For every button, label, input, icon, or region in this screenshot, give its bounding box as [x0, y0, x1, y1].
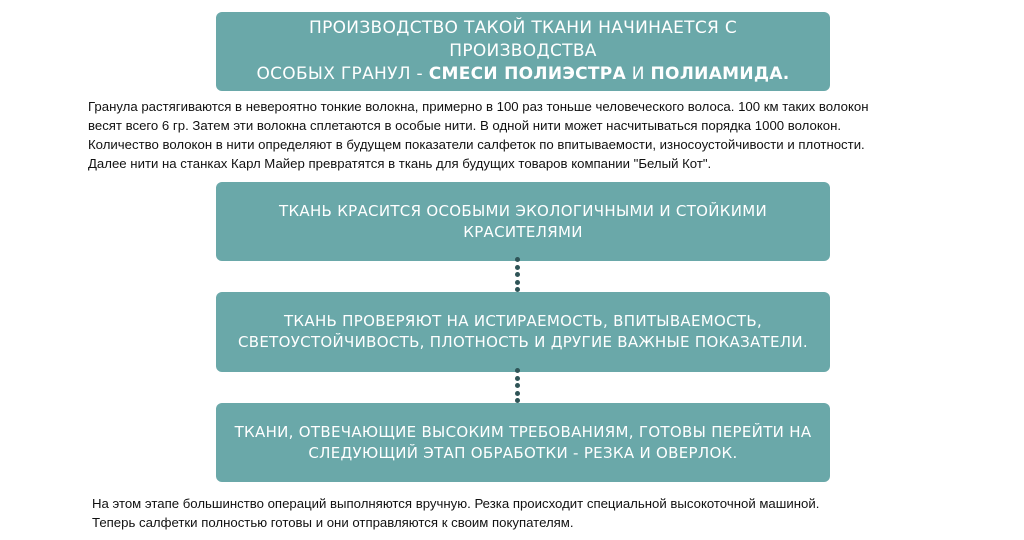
step-line: ОСОБЫХ ГРАНУЛ - [256, 64, 429, 84]
step-line: СЛЕДУЮЩИЙ ЭТАП ОБРАБОТКИ - РЕЗКА И ОВЕРЛОК. [308, 443, 738, 462]
description-bottom [92, 494, 992, 532]
description-line: Количество волокон в нити определяют в будущем показатели салфеток по впитываемости, износоустойчивости и плотности. [88, 137, 865, 152]
connector-dot [515, 272, 520, 277]
step-text [234, 17, 812, 86]
step-text [238, 311, 808, 353]
step-text [234, 201, 812, 243]
description-line: На этом этапе большинство операций выполняются вручную. Резка происходит специальной высокоточной машиной. [92, 496, 820, 511]
description-line: весят всего 6 гр. Затем эти волокна сплетаются в особые нити. В одной нити может насчитываться порядка 1000 волокон. [88, 118, 842, 133]
description-top [88, 97, 988, 173]
step-highlight-polyester: СМЕСИ ПОЛИЭСТРА [428, 64, 627, 84]
step-line: ТКАНИ, ОТВЕЧАЮЩИЕ ВЫСОКИМ ТРЕБОВАНИЯМ, ГОТОВЫ ПЕРЕЙТИ НА [234, 422, 812, 441]
description-line: Гранула растягиваются в невероятно тонкие волокна, примерно в 100 раз тоньше человеческого волоса. 100 км таких волокон [88, 99, 869, 114]
description-line: Далее нити на станках Карл Майер превратятся в ткань для будущих товаров компании "Белый Кот". [88, 156, 712, 171]
step-box-testing [216, 292, 830, 372]
step-line: СВЕТОУСТОЙЧИВОСТЬ, ПЛОТНОСТЬ И ДРУГИЕ ВАЖНЫЕ ПОКАЗАТЕЛИ. [238, 333, 808, 351]
connector-dot [515, 280, 520, 285]
connector-dots [515, 368, 521, 406]
step-line: ТКАНЬ ПРОВЕРЯЮТ НА ИСТИРАЕМОСТЬ, ВПИТЫВАЕМОСТЬ, [283, 312, 763, 330]
connector-dots [515, 257, 521, 295]
step-line: И [626, 64, 651, 84]
connector-dot [515, 257, 520, 262]
connector-dot [515, 368, 520, 373]
step-box-cutting [216, 403, 830, 482]
connector-dot [515, 391, 520, 396]
step-line: ТКАНЬ КРАСИТСЯ ОСОБЫМИ ЭКОЛОГИЧНЫМИ И СТОЙКИМИ КРАСИТЕЛЯМИ [278, 201, 768, 241]
connector-dot [515, 376, 520, 381]
step-line: ПРОИЗВОДСТВО ТАКОЙ ТКАНИ НАЧИНАЕТСЯ С ПРОИЗВОДСТВА [308, 18, 737, 61]
step-box-granules [216, 12, 830, 91]
step-highlight-polyamide: ПОЛИАМИДА. [650, 64, 790, 84]
step-box-dyeing [216, 182, 830, 261]
step-text [235, 422, 812, 464]
description-line: Теперь салфетки полностью готовы и они отправляются к своим покупателям. [92, 515, 574, 530]
connector-dot [515, 383, 520, 388]
connector-dot [515, 265, 520, 270]
